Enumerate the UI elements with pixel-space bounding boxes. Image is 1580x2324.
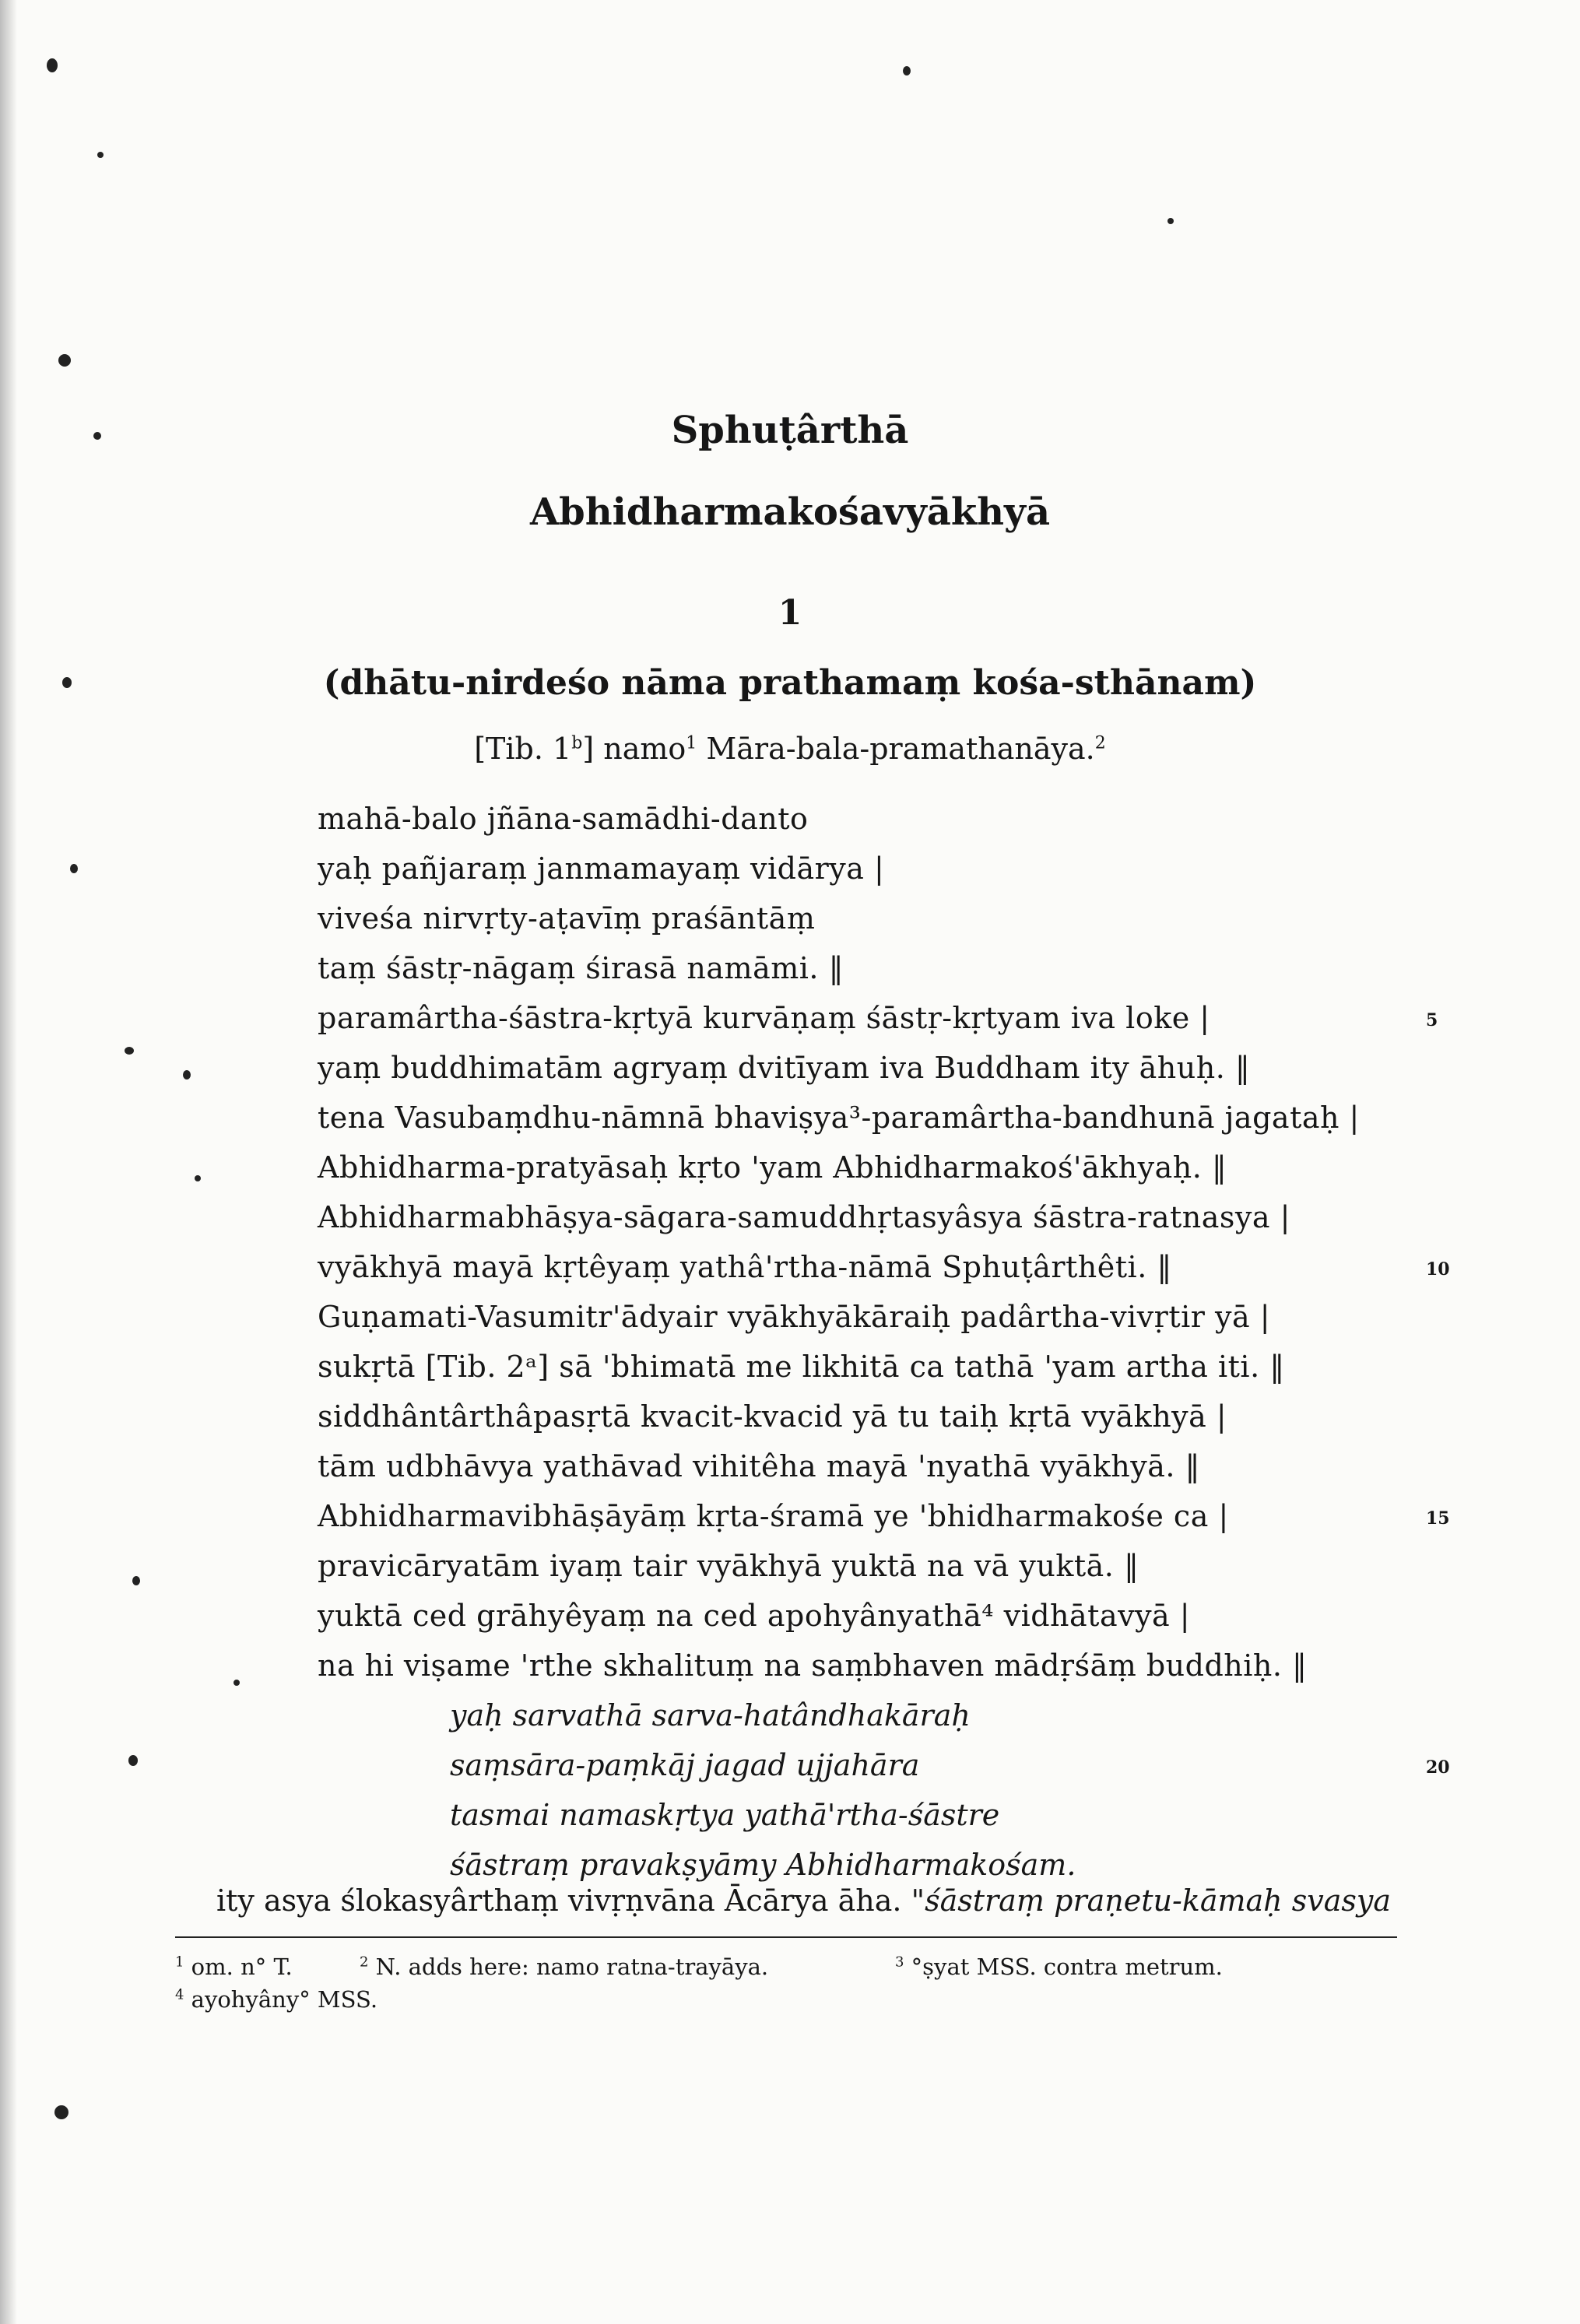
verse-line: yuktā ced grāhyêyaṃ na ced apohyânyathā⁴ vidhātavyā |	[318, 1599, 1191, 1633]
chapter-name: (dhātu-nirdeśo nāma prathamaṃ kośa-sthānam)	[323, 663, 1257, 703]
scan-speck	[233, 1680, 240, 1686]
line-number: 10	[1426, 1259, 1450, 1280]
scan-speck	[47, 58, 58, 72]
italic-verse-line: tasmai namaskṛtya yathā'rtha-śāstre	[450, 1798, 1000, 1832]
italic-verse-line: śāstraṃ pravakṣyāmy Abhidharmakośam.	[450, 1848, 1076, 1882]
verse-line: Guṇamati-Vasumitr'ādyair vyākhyākāraiḥ padârtha-vivṛtir yā |	[318, 1300, 1271, 1334]
italic-verse-line: yaḥ sarvathā sarva-hatândhakāraḥ	[450, 1698, 971, 1732]
verse-line: sukṛtā [Tib. 2ᵃ] sā 'bhimatā me likhitā ca tathā 'yam artha iti. ‖	[318, 1350, 1285, 1384]
scan-speck	[128, 1755, 138, 1766]
italic-verse-line: saṃsāra-paṃkāj jagad ujjahāra	[450, 1748, 920, 1782]
footnote-3-text: °ṣyat MSS. contra metrum.	[911, 1954, 1223, 1980]
verse-line: na hi viṣame 'rthe skhalituṃ na saṃbhaven mādṛśāṃ buddhiḥ. ‖	[318, 1648, 1308, 1683]
verse-line: Abhidharma-pratyāsaḥ kṛto 'yam Abhidharmakoś'ākhyaḥ. ‖	[318, 1150, 1227, 1185]
footnote-ref-2: 2	[1094, 733, 1106, 753]
verse-line: vyākhyā mayā kṛtêyaṃ yathâ'rtha-nāmā Sphuṭârthêti. ‖	[318, 1250, 1172, 1284]
scan-edge-shadow	[0, 0, 17, 2324]
footnote-3	[895, 1954, 1223, 1980]
scan-speck	[70, 864, 78, 873]
verse-line: viveśa nirvṛty-aṭavīṃ praśāntāṃ	[318, 901, 816, 936]
scan-speck	[97, 152, 104, 158]
verse-line: Abhidharmavibhāṣāyāṃ kṛta-śramā ye 'bhidharmakośe ca |	[318, 1499, 1229, 1533]
verse-line: pravicāryatām iyaṃ tair vyākhyā yuktā na vā yuktā. ‖	[318, 1549, 1139, 1583]
page-subtitle: Abhidharmakośavyākhyā	[529, 490, 1051, 534]
final-line-italic: "śāstraṃ praṇetu-kāmaḥ svasya	[911, 1883, 1391, 1918]
footnote-4	[175, 1986, 377, 2013]
footnote-rule	[175, 1936, 1397, 1938]
verse-line: taṃ śāstṛ-nāgaṃ śirasā namāmi. ‖	[318, 951, 844, 985]
footnote-1	[175, 1954, 293, 1980]
invocation-text-2: ] namo	[582, 732, 686, 766]
scan-speck	[58, 354, 71, 367]
footnote-3-number: 3	[895, 1954, 904, 1971]
scan-speck	[93, 432, 101, 440]
line-number: 15	[1426, 1508, 1450, 1529]
scan-speck	[903, 66, 911, 75]
scan-speck	[1167, 218, 1174, 224]
verse-line: yaṃ buddhimatām agryaṃ dvitīyam iva Buddham ity āhuḥ. ‖	[318, 1051, 1251, 1085]
scan-speck	[62, 677, 72, 688]
verse-line: tām udbhāvya yathāvad vihitêha mayā 'nyathā vyākhyā. ‖	[318, 1449, 1201, 1483]
verse-line: siddhântârthâpasṛtā kvacit-kvacid yā tu taiḥ kṛtā vyākhyā |	[318, 1399, 1227, 1434]
footnote-1-text: om. n° T.	[191, 1954, 293, 1980]
footnote-1-number: 1	[175, 1954, 184, 1971]
verse-line: mahā-balo jñāna-samādhi-danto	[318, 802, 809, 836]
verse-line: tena Vasubaṃdhu-nāmnā bhaviṣya³-paramârtha-bandhunā jagataḥ |	[318, 1101, 1360, 1135]
scan-speck	[125, 1047, 134, 1055]
scan-speck	[54, 2105, 68, 2119]
verse-line: Abhidharmabhāṣya-sāgara-samuddhṛtasyâsya śāstra-ratnasya |	[318, 1200, 1290, 1234]
verse-line: yaḥ pañjaraṃ janmamayaṃ vidārya |	[318, 851, 885, 886]
final-line	[216, 1883, 1399, 1918]
invocation-text-1: [Tib. 1	[474, 732, 572, 766]
chapter-number: 1	[778, 593, 802, 633]
scan-speck	[132, 1576, 140, 1585]
tib-ref-sup: b	[571, 733, 583, 753]
invocation-line	[0, 732, 1580, 766]
footnote-2-number: 2	[360, 1954, 369, 1971]
line-number: 5	[1426, 1010, 1438, 1030]
scan-speck	[195, 1175, 201, 1181]
scan-speck	[183, 1070, 191, 1080]
line-number: 20	[1426, 1757, 1450, 1778]
footnote-4-text: ayohyâny° MSS.	[191, 1986, 378, 2013]
footnote-ref-1: 1	[686, 733, 697, 753]
verse-line: paramârtha-śāstra-kṛtyā kurvāṇaṃ śāstṛ-kṛtyam iva loke |	[318, 1001, 1210, 1035]
footnote-2-text: N. adds here: namo ratna-trayāya.	[375, 1954, 769, 1980]
invocation-text-3: Māra-bala-pramathanāya.	[697, 732, 1095, 766]
final-line-plain: ity asya ślokasyârthaṃ vivṛṇvāna Ācārya āha.	[216, 1883, 911, 1918]
footnote-2	[360, 1954, 768, 1980]
page-title: Sphuṭârthā	[671, 409, 909, 452]
footnote-4-number: 4	[175, 1986, 184, 2003]
